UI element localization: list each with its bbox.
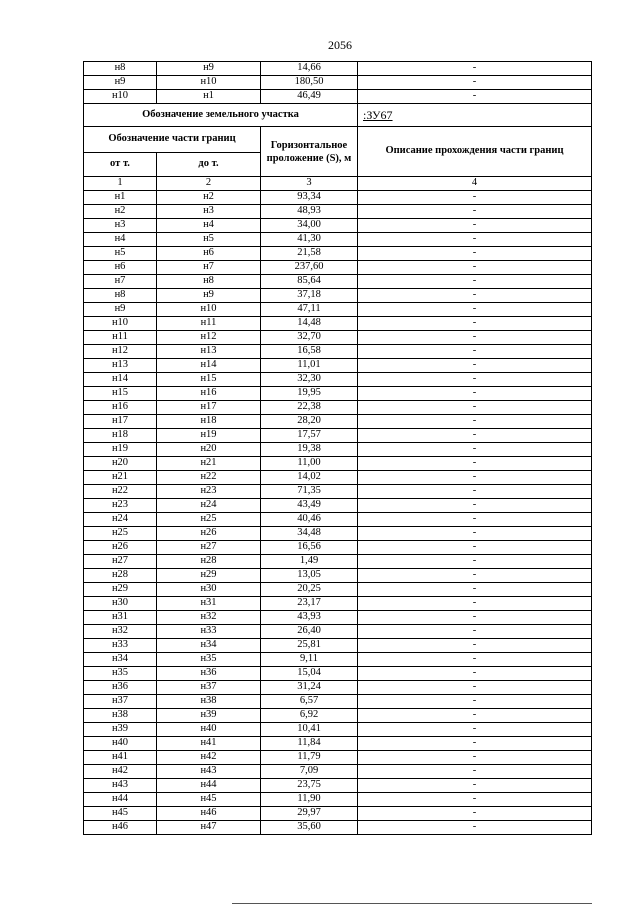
table-row	[84, 569, 592, 583]
cell-to: н9	[157, 289, 261, 303]
cell-to: н26	[157, 527, 261, 541]
cell-desc: -	[358, 401, 592, 415]
table-row	[84, 90, 592, 104]
cell-desc: -	[358, 191, 592, 205]
cell-to: н28	[157, 555, 261, 569]
parcel-code: :ЗУ67	[358, 104, 592, 127]
table-row	[84, 709, 592, 723]
cell-from: н19	[84, 443, 157, 457]
cell-desc: -	[358, 261, 592, 275]
cell-from: н9	[84, 303, 157, 317]
cell-desc: -	[358, 373, 592, 387]
cell-from: н11	[84, 331, 157, 345]
table-row	[84, 191, 592, 205]
cell-s: 21,58	[261, 247, 358, 261]
cell-desc: -	[358, 555, 592, 569]
cell-to: н23	[157, 485, 261, 499]
cell-to: н12	[157, 331, 261, 345]
table-row	[84, 303, 592, 317]
cell-from: н24	[84, 513, 157, 527]
cell-to: н6	[157, 247, 261, 261]
cell-from: н43	[84, 779, 157, 793]
cell-from: н10	[84, 90, 157, 104]
table-row	[84, 387, 592, 401]
cell-desc: -	[358, 709, 592, 723]
cell-to: н18	[157, 415, 261, 429]
cell-from: н5	[84, 247, 157, 261]
cell-s: 34,00	[261, 219, 358, 233]
cell-desc: -	[358, 653, 592, 667]
cell-desc: -	[358, 765, 592, 779]
table-row	[84, 625, 592, 639]
cell-s: 41,30	[261, 233, 358, 247]
main-rows	[84, 191, 592, 835]
cell-s: 23,75	[261, 779, 358, 793]
page-bottom-rule	[232, 903, 592, 904]
cell-s: 40,46	[261, 513, 358, 527]
cell-to: н44	[157, 779, 261, 793]
column-number-2: 2	[157, 177, 261, 191]
cell-desc: -	[358, 415, 592, 429]
cell-s: 11,79	[261, 751, 358, 765]
table-row	[84, 205, 592, 219]
cell-from: н26	[84, 541, 157, 555]
table-row	[84, 485, 592, 499]
cell-desc: -	[358, 205, 592, 219]
description-label: Описание прохождения части границ	[358, 127, 592, 177]
table-row	[84, 359, 592, 373]
cell-from: н32	[84, 625, 157, 639]
table-row	[84, 275, 592, 289]
cell-from: н33	[84, 639, 157, 653]
cell-to: н25	[157, 513, 261, 527]
distance-label: Горизонтальное проложение (S), м	[261, 127, 358, 177]
cell-desc: -	[358, 583, 592, 597]
cell-to: н3	[157, 205, 261, 219]
cell-s: 14,02	[261, 471, 358, 485]
cell-desc: -	[358, 723, 592, 737]
cell-s: 32,70	[261, 331, 358, 345]
cell-from: н8	[84, 289, 157, 303]
cell-desc: -	[358, 597, 592, 611]
cell-s: 47,11	[261, 303, 358, 317]
cell-desc: -	[358, 247, 592, 261]
cell-from: н6	[84, 261, 157, 275]
cell-s: 25,81	[261, 639, 358, 653]
cell-s: 11,00	[261, 457, 358, 471]
table-row	[84, 261, 592, 275]
table-row	[84, 499, 592, 513]
cell-from: н8	[84, 62, 157, 76]
cell-s: 9,11	[261, 653, 358, 667]
cell-s: 22,38	[261, 401, 358, 415]
cell-s: 35,60	[261, 821, 358, 835]
cell-desc: -	[358, 751, 592, 765]
cell-from: н25	[84, 527, 157, 541]
cell-to: н40	[157, 723, 261, 737]
cell-desc: -	[358, 303, 592, 317]
cell-to: н37	[157, 681, 261, 695]
cell-desc: -	[358, 219, 592, 233]
cell-s: 1,49	[261, 555, 358, 569]
cell-s: 85,64	[261, 275, 358, 289]
table-row	[84, 471, 592, 485]
table-row	[84, 821, 592, 835]
cell-desc: -	[358, 695, 592, 709]
cell-s: 180,50	[261, 76, 358, 90]
table-row	[84, 793, 592, 807]
table-row	[84, 457, 592, 471]
cell-s: 46,49	[261, 90, 358, 104]
cell-desc: -	[358, 317, 592, 331]
cell-desc: -	[358, 233, 592, 247]
cell-s: 19,38	[261, 443, 358, 457]
cell-desc: -	[358, 625, 592, 639]
table-row	[84, 373, 592, 387]
cell-s: 19,95	[261, 387, 358, 401]
table-row	[84, 765, 592, 779]
cell-desc: -	[358, 359, 592, 373]
cell-from: н2	[84, 205, 157, 219]
table-row	[84, 723, 592, 737]
cell-desc: -	[358, 639, 592, 653]
cell-to: н21	[157, 457, 261, 471]
cell-from: н39	[84, 723, 157, 737]
cell-to: н43	[157, 765, 261, 779]
cell-desc: -	[358, 387, 592, 401]
table-header	[84, 104, 592, 191]
table-row	[84, 681, 592, 695]
cell-from: н44	[84, 793, 157, 807]
cell-desc: -	[358, 443, 592, 457]
cell-desc: -	[358, 667, 592, 681]
table-row	[84, 555, 592, 569]
cell-from: н14	[84, 373, 157, 387]
table-row	[84, 779, 592, 793]
cell-from: н23	[84, 499, 157, 513]
table-row	[84, 751, 592, 765]
cell-s: 11,84	[261, 737, 358, 751]
page-number: 2056	[328, 38, 352, 52]
cell-to: н2	[157, 191, 261, 205]
cell-from: н7	[84, 275, 157, 289]
table-row	[84, 401, 592, 415]
cell-from: н37	[84, 695, 157, 709]
cell-to: н16	[157, 387, 261, 401]
table-row	[84, 429, 592, 443]
cell-to: н8	[157, 275, 261, 289]
cell-to: н9	[157, 62, 261, 76]
table-row	[84, 667, 592, 681]
cell-from: н1	[84, 191, 157, 205]
cell-from: н4	[84, 233, 157, 247]
cell-to: н34	[157, 639, 261, 653]
cell-desc: -	[358, 821, 592, 835]
cell-from: н3	[84, 219, 157, 233]
cell-to: н10	[157, 303, 261, 317]
cell-to: н45	[157, 793, 261, 807]
cell-s: 13,05	[261, 569, 358, 583]
cell-s: 11,01	[261, 359, 358, 373]
cell-s: 16,58	[261, 345, 358, 359]
cell-desc: -	[358, 62, 592, 76]
cell-s: 43,49	[261, 499, 358, 513]
cell-desc: -	[358, 807, 592, 821]
cell-to: н31	[157, 597, 261, 611]
cell-desc: -	[358, 275, 592, 289]
cell-from: н31	[84, 611, 157, 625]
cell-from: н20	[84, 457, 157, 471]
cell-s: 48,93	[261, 205, 358, 219]
top-rows	[84, 62, 592, 104]
cell-s: 7,09	[261, 765, 358, 779]
cell-to: н42	[157, 751, 261, 765]
cell-from: н30	[84, 597, 157, 611]
cell-to: н20	[157, 443, 261, 457]
cell-desc: -	[358, 611, 592, 625]
cell-s: 20,25	[261, 583, 358, 597]
cell-s: 15,04	[261, 667, 358, 681]
cell-to: н15	[157, 373, 261, 387]
cell-to: н7	[157, 261, 261, 275]
cell-to: н47	[157, 821, 261, 835]
table-row	[84, 807, 592, 821]
table-row	[84, 219, 592, 233]
cell-from: н13	[84, 359, 157, 373]
from-point-label: от т.	[84, 153, 157, 177]
cell-s: 28,20	[261, 415, 358, 429]
cell-s: 10,41	[261, 723, 358, 737]
parcel-label: Обозначение земельного участка	[84, 104, 358, 127]
table-row	[84, 597, 592, 611]
cell-to: н30	[157, 583, 261, 597]
table-row	[84, 737, 592, 751]
cell-to: н17	[157, 401, 261, 415]
cell-from: н40	[84, 737, 157, 751]
cell-from: н42	[84, 765, 157, 779]
cell-to: н11	[157, 317, 261, 331]
cell-s: 237,60	[261, 261, 358, 275]
cell-from: н16	[84, 401, 157, 415]
cell-s: 26,40	[261, 625, 358, 639]
table-row	[84, 443, 592, 457]
cell-s: 17,57	[261, 429, 358, 443]
table-row	[84, 317, 592, 331]
cell-to: н13	[157, 345, 261, 359]
column-number-3: 3	[261, 177, 358, 191]
cell-to: н5	[157, 233, 261, 247]
table-row	[84, 611, 592, 625]
cell-s: 14,48	[261, 317, 358, 331]
cell-desc: -	[358, 471, 592, 485]
cell-to: н46	[157, 807, 261, 821]
cell-to: н24	[157, 499, 261, 513]
cell-s: 93,34	[261, 191, 358, 205]
table-row	[84, 345, 592, 359]
cell-desc: -	[358, 681, 592, 695]
cell-from: н38	[84, 709, 157, 723]
table-row	[84, 331, 592, 345]
table-row	[84, 653, 592, 667]
cell-s: 71,35	[261, 485, 358, 499]
cell-from: н45	[84, 807, 157, 821]
cell-desc: -	[358, 429, 592, 443]
cell-s: 37,18	[261, 289, 358, 303]
cell-from: н46	[84, 821, 157, 835]
cell-to: н22	[157, 471, 261, 485]
cell-desc: -	[358, 457, 592, 471]
cell-from: н27	[84, 555, 157, 569]
cell-desc: -	[358, 499, 592, 513]
cell-from: н35	[84, 667, 157, 681]
cell-s: 16,56	[261, 541, 358, 555]
cell-from: н22	[84, 485, 157, 499]
cell-desc: -	[358, 513, 592, 527]
to-point-label: до т.	[157, 153, 261, 177]
cell-from: н15	[84, 387, 157, 401]
cell-to: н36	[157, 667, 261, 681]
column-number-1: 1	[84, 177, 157, 191]
cell-to: н14	[157, 359, 261, 373]
cell-desc: -	[358, 485, 592, 499]
cell-from: н41	[84, 751, 157, 765]
cell-to: н19	[157, 429, 261, 443]
cell-s: 29,97	[261, 807, 358, 821]
cell-to: н29	[157, 569, 261, 583]
cell-desc: -	[358, 793, 592, 807]
cell-to: н35	[157, 653, 261, 667]
cell-desc: -	[358, 345, 592, 359]
cell-s: 14,66	[261, 62, 358, 76]
table-row	[84, 415, 592, 429]
table-row	[84, 76, 592, 90]
table-row	[84, 289, 592, 303]
column-number-4: 4	[358, 177, 592, 191]
cell-s: 23,17	[261, 597, 358, 611]
cell-desc: -	[358, 289, 592, 303]
parts-label: Обозначение части границ	[84, 127, 261, 153]
cell-s: 32,30	[261, 373, 358, 387]
cell-to: н33	[157, 625, 261, 639]
cell-to: н10	[157, 76, 261, 90]
cell-to: н27	[157, 541, 261, 555]
cell-desc: -	[358, 569, 592, 583]
cell-desc: -	[358, 541, 592, 555]
cell-from: н28	[84, 569, 157, 583]
cell-from: н29	[84, 583, 157, 597]
cell-to: н32	[157, 611, 261, 625]
cell-s: 43,93	[261, 611, 358, 625]
cell-s: 31,24	[261, 681, 358, 695]
cell-to: н38	[157, 695, 261, 709]
table-row	[84, 695, 592, 709]
cell-from: н34	[84, 653, 157, 667]
cell-desc: -	[358, 527, 592, 541]
cell-s: 6,57	[261, 695, 358, 709]
cell-to: н4	[157, 219, 261, 233]
cell-desc: -	[358, 76, 592, 90]
cell-from: н12	[84, 345, 157, 359]
cell-from: н9	[84, 76, 157, 90]
table-row	[84, 247, 592, 261]
table-row	[84, 62, 592, 76]
cell-desc: -	[358, 90, 592, 104]
cell-s: 6,92	[261, 709, 358, 723]
table-row	[84, 541, 592, 555]
boundary-table	[83, 61, 592, 835]
cell-desc: -	[358, 779, 592, 793]
cell-from: н36	[84, 681, 157, 695]
cell-s: 11,90	[261, 793, 358, 807]
cell-desc: -	[358, 737, 592, 751]
cell-to: н39	[157, 709, 261, 723]
cell-from: н10	[84, 317, 157, 331]
table-row	[84, 233, 592, 247]
cell-to: н41	[157, 737, 261, 751]
cell-from: н18	[84, 429, 157, 443]
cell-from: н17	[84, 415, 157, 429]
cell-from: н21	[84, 471, 157, 485]
table-row	[84, 527, 592, 541]
cell-to: н1	[157, 90, 261, 104]
table-row	[84, 639, 592, 653]
cell-desc: -	[358, 331, 592, 345]
table-row	[84, 513, 592, 527]
cell-s: 34,48	[261, 527, 358, 541]
table-row	[84, 583, 592, 597]
